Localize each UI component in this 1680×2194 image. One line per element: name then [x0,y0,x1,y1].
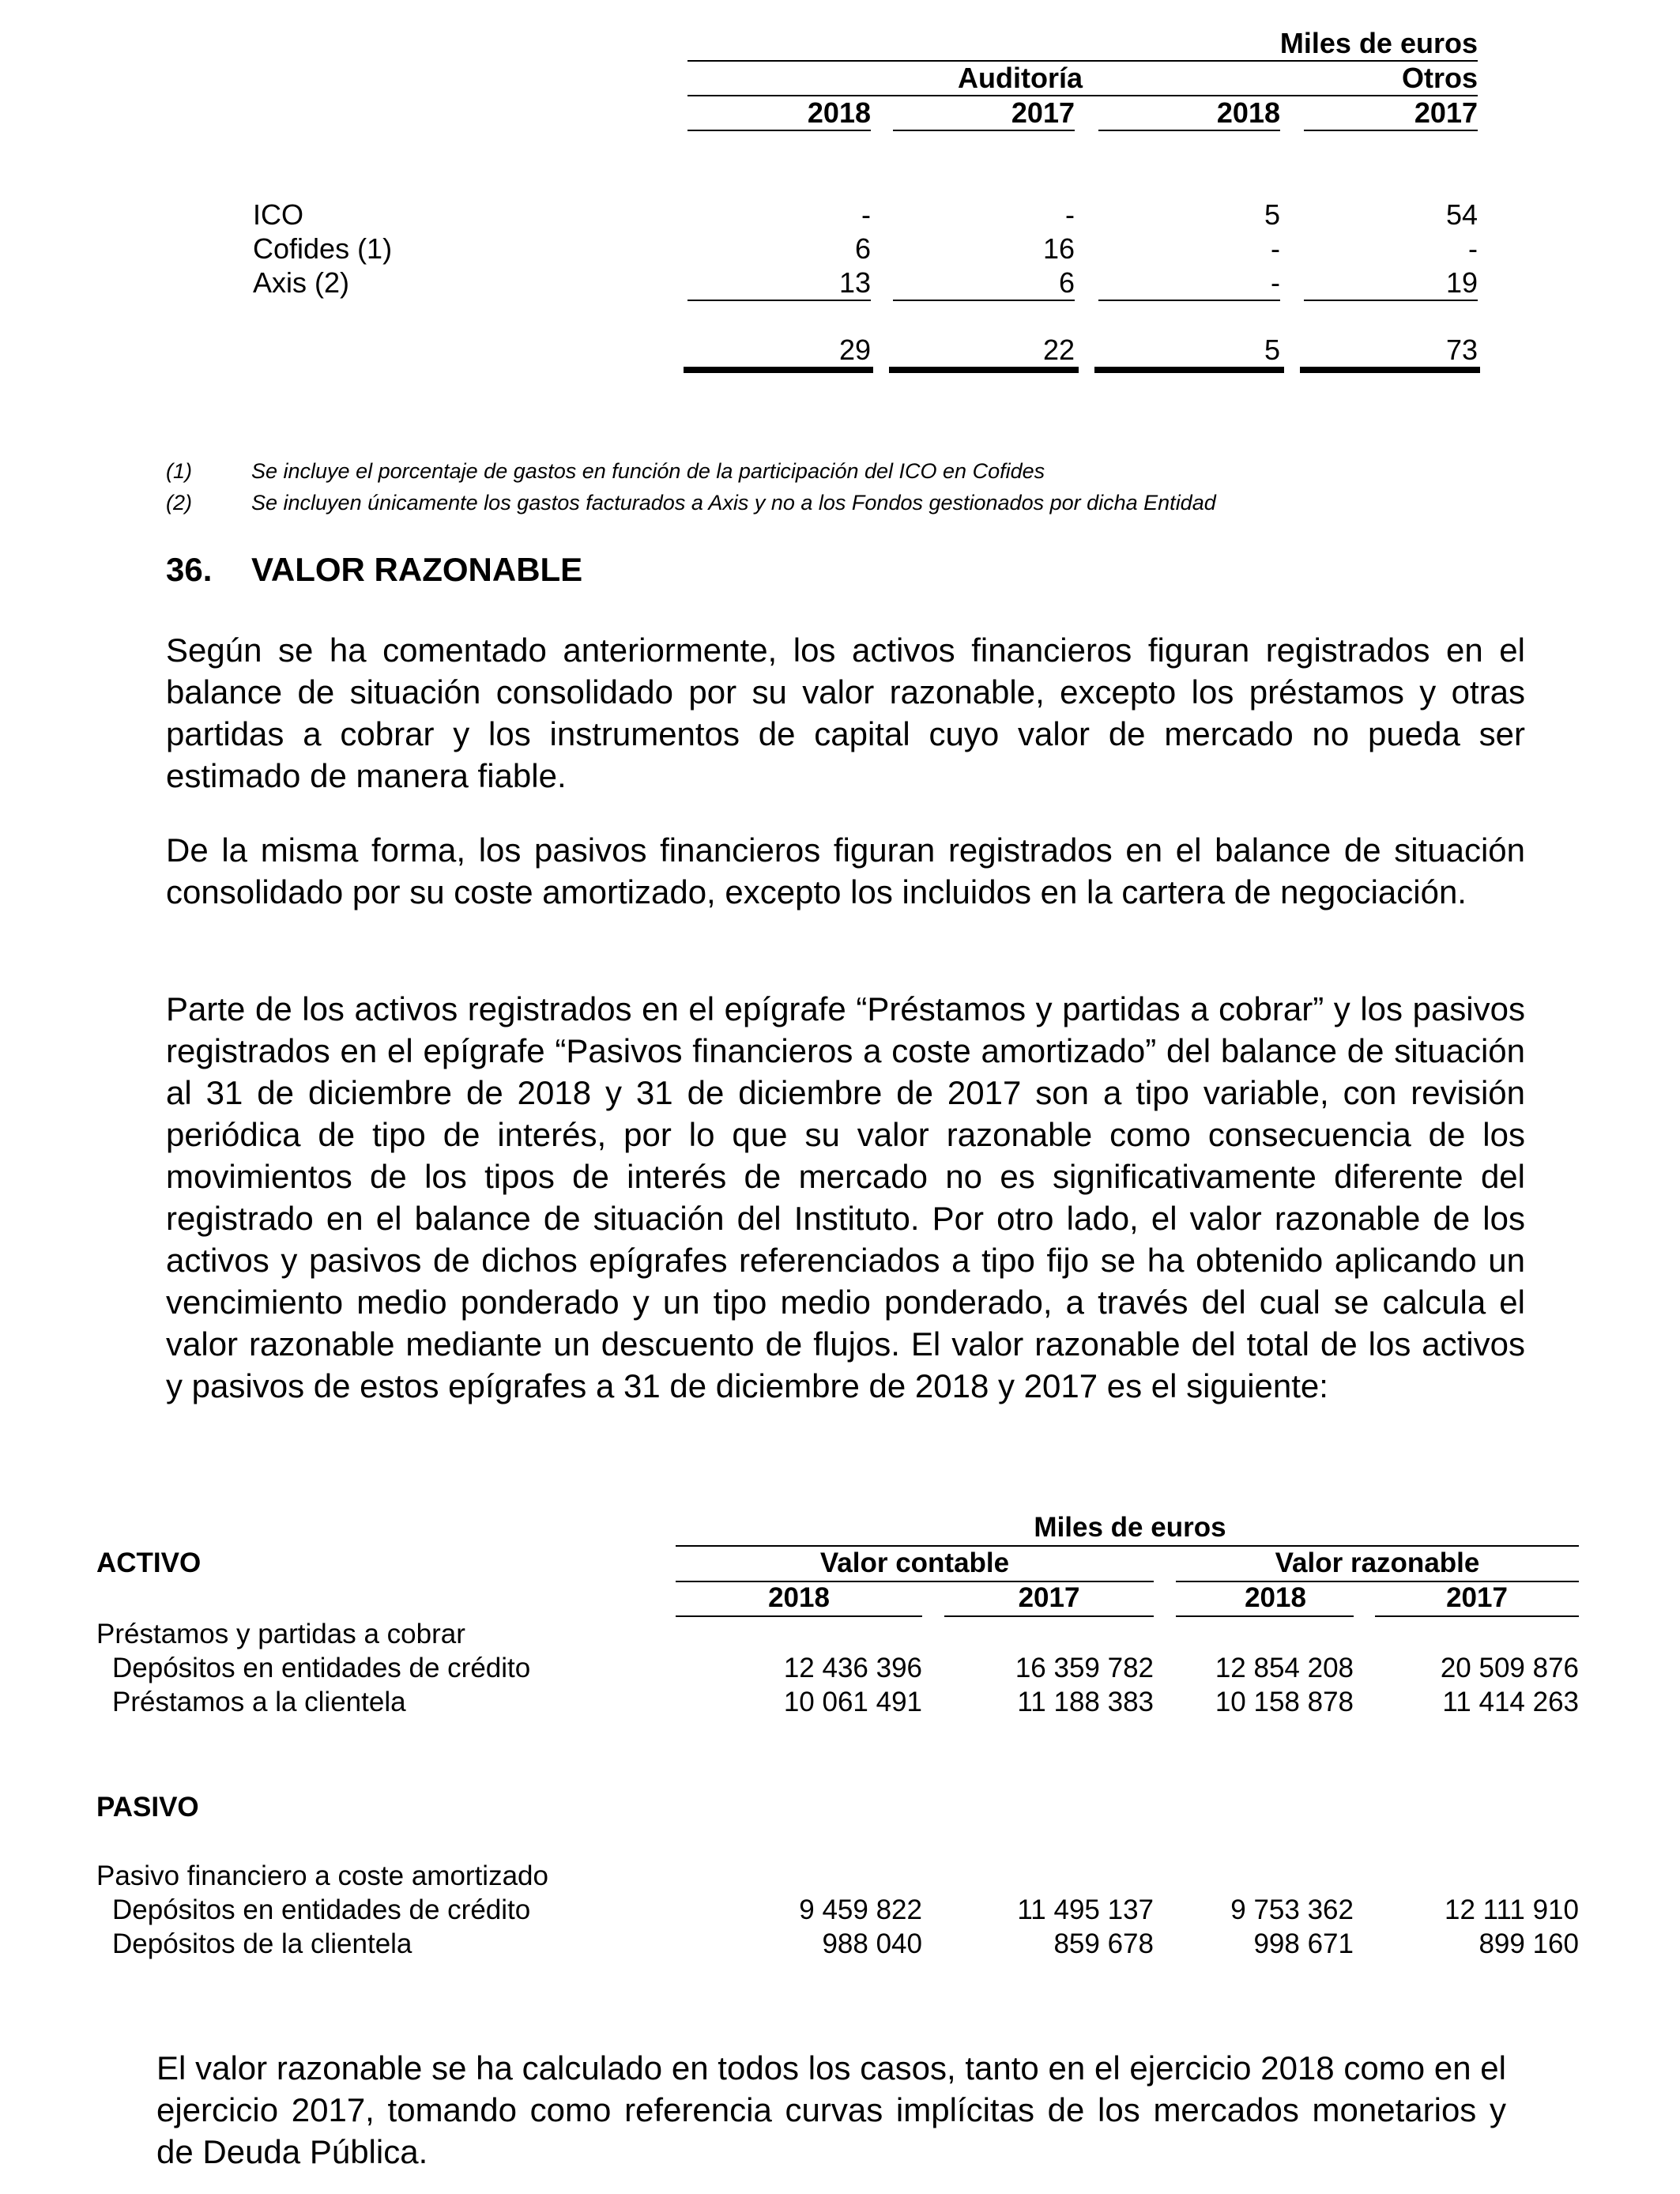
double-rule [684,367,873,373]
table1-cell: - [1271,266,1280,299]
table2-cell: 10 158 878 [1215,1687,1354,1717]
divider [1098,300,1280,301]
table1-group-otros: Otros [1401,62,1478,94]
double-rule [1094,367,1284,373]
activo-heading: ACTIVO [96,1547,202,1578]
table1-cell: - [861,198,871,231]
closing-paragraph: El valor razonable se ha calculado en todos los casos, tanto en el ejercicio 2018 como en el ejercicio 2017, tomando como referencia curvas implícitas de los mercados monetarios y de Deuda Pública. [156,2049,1506,2170]
divider [893,130,1075,131]
table1-unit-label: Miles de euros [1279,27,1478,59]
table1-row-label: Axis (2) [253,266,350,299]
paragraph: Según se ha comentado anteriormente, los activos financieros figuran registrados en el balance de situación consolidado por su valor razonable, excepto los préstamos y otras partidas a cobrar y los instrumentos de capital cuyo valor de mercado no pueda ser estimado de manera fiable. [166,631,1525,794]
table2-year: 2017 [1446,1582,1508,1613]
table2-cell: 899 160 [1478,1928,1579,1959]
table2-cell: 988 040 [822,1928,922,1959]
table2-row-label: Depósitos de la clientela [112,1928,412,1959]
pasivo-group-label: Pasivo financiero a coste amortizado [96,1860,548,1891]
divider [1304,300,1478,301]
table2-year: 2017 [1018,1582,1080,1613]
table1-cell: 54 [1445,198,1478,231]
divider [687,300,871,301]
table1-cell: 6 [1058,266,1075,299]
table1-total: 73 [1445,334,1478,366]
table2-row-label: Depósitos en entidades de crédito [112,1894,531,1925]
table1-year: 2018 [807,96,871,129]
footnote-text: Se incluye el porcentaje de gastos en función de la participación del ICO en Cofides [251,459,1045,483]
table1-cell: - [1065,198,1075,231]
table2-unit-label: Miles de euros [1034,1512,1226,1543]
table1-total: 5 [1264,334,1280,366]
divider [944,1615,1154,1617]
table1-row-label: ICO [253,198,304,231]
table1-year: 2017 [1011,96,1075,129]
table1-cell: - [1468,232,1478,265]
table2-year: 2018 [1245,1582,1306,1613]
table2-year: 2018 [768,1582,830,1613]
table2-cell: 12 111 910 [1445,1894,1579,1925]
table2-cell: 11 188 383 [1017,1687,1154,1717]
table2-row-label: Depósitos en entidades de crédito [112,1653,531,1683]
table1-cell: 16 [1042,232,1075,265]
table2-cell: 9 459 822 [799,1894,922,1925]
table1-year: 2017 [1414,96,1478,129]
table2-cell: 11 414 263 [1442,1687,1579,1717]
divider [1098,130,1280,131]
table1-cell: 19 [1445,266,1478,299]
table2-group-valor-razonable: Valor razonable [1275,1547,1480,1578]
divider [1176,1615,1354,1617]
table1-year: 2018 [1216,96,1280,129]
double-rule [1300,367,1480,373]
double-rule [889,367,1079,373]
footnote-text: Se incluyen únicamente los gastos facturados a Axis y no a los Fondos gestionados por dicha Entidad [251,491,1216,515]
table2-cell: 859 678 [1053,1928,1154,1959]
section-title: VALOR RAZONABLE [251,551,583,588]
table1-cell: 5 [1264,198,1280,231]
footnote-mark: (1) [166,459,192,483]
table2-group-valor-contable: Valor contable [819,1547,1010,1578]
table2-cell: 11 495 137 [1017,1894,1154,1925]
table1-cell: - [1271,232,1280,265]
table2-cell: 998 671 [1253,1928,1354,1959]
divider [676,1615,922,1617]
table1-cell: 13 [838,266,871,299]
table2-cell: 12 854 208 [1215,1653,1354,1683]
activo-group-label: Préstamos y partidas a cobrar [96,1619,465,1649]
footnote-mark: (2) [166,491,192,515]
table1-row-label: Cofides (1) [253,232,393,265]
section-number: 36. [166,551,213,588]
pasivo-heading: PASIVO [96,1792,199,1823]
paragraph: De la misma forma, los pasivos financieros figuran registrados en el balance de situación consolidado por su coste amortizado, excepto los incluidos en la cartera de negociación. [166,831,1525,910]
table2-cell: 9 753 362 [1230,1894,1354,1925]
table1-total: 22 [1042,334,1075,366]
table2-cell: 16 359 782 [1015,1653,1154,1683]
divider [1304,130,1478,131]
table2-row-label: Préstamos a la clientela [112,1687,406,1717]
table1-total: 29 [838,334,871,366]
table1-group-auditoria: Auditoría [958,62,1083,94]
paragraph: Parte de los activos registrados en el epígrafe “Préstamos y partidas a cobrar” y los pasivos registrados en el epígrafe “Pasivos financieros a coste amortizado” del balance de situación al 31 de diciembre de 2018 y 31 de diciembre de 2017 son a tipo variable, con revisión periódica de tipo de interés, por lo que su valor razonable como consecuencia de los movimientos de los tipos de interés de mercado no es significativamente diferente del registrado en el balance de situación del Instituto. Por otro lado, el valor razonable de los activos y pasivos de dichos epígrafes referenciados a tipo fijo se ha obtenido aplicando un vencimiento medio ponderado y un tipo medio ponderado, a través del cual se calcula el valor razonable mediante un descuento de flujos. El valor razonable del total de los activos y pasivos de estos epígrafes a 31 de diciembre de 2018 y 2017 es el siguiente: [166,990,1525,1404]
divider [1375,1615,1579,1617]
table2-cell: 12 436 396 [783,1653,922,1683]
table2-cell: 10 061 491 [783,1687,922,1717]
table2-cell: 20 509 876 [1440,1653,1579,1683]
table1-cell: 6 [854,232,871,265]
divider [687,130,871,131]
divider [893,300,1075,301]
